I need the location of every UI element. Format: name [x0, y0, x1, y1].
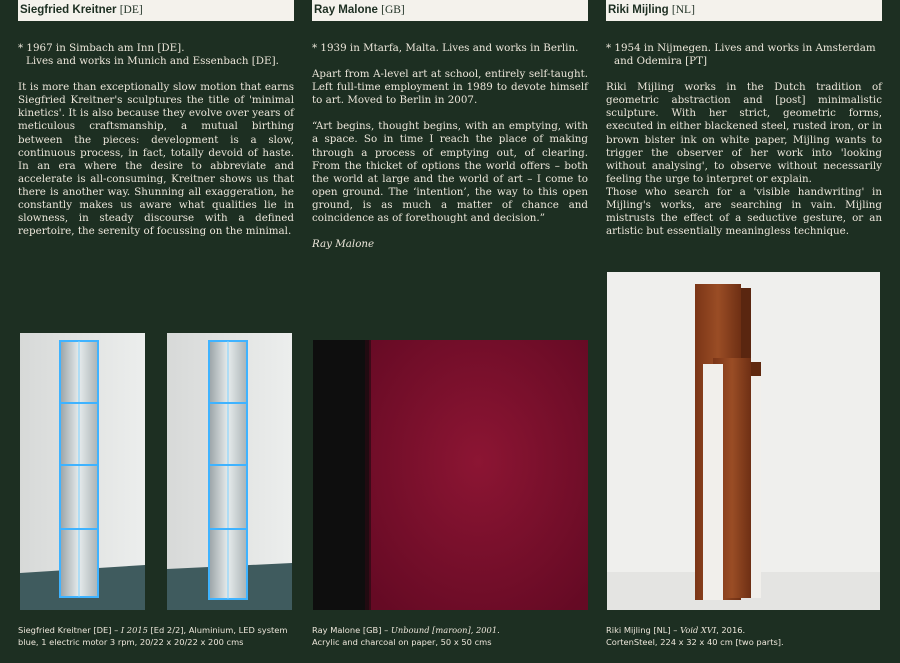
- bio-line: * 1967 in Simbach am Inn [DE].: [18, 42, 185, 54]
- bio-line: Lives and works in Munich and Essenbach [DE].: [26, 55, 279, 68]
- artist-country: [NL]: [671, 4, 695, 16]
- caption-prefix: Siegfried Kreitner [DE] –: [18, 625, 121, 635]
- artist-name: Ray Malone: [314, 4, 378, 16]
- artwork-photo-kreitner-2: [167, 333, 292, 610]
- artist-name: Siegfried Kreitner: [20, 4, 117, 16]
- caption-title: I 2015: [120, 625, 148, 635]
- artist-text-mijling: [606, 42, 882, 251]
- caption-mijling: [606, 624, 896, 648]
- artist-para: Apart from A-level art at school, entirely self-taught. Left full-time employment in 1989 to devote himself to art. Moved to Berlin in 2007.: [312, 68, 588, 107]
- caption-prefix: Ray Malone [GB] –: [312, 625, 391, 635]
- artist-para: Those who search for a 'visible handwriting' in Mijling's works, are searching in vain. Mijling mistrusts the effect of a seductive gesture, or an artistic but essentially meaningless technique.: [606, 185, 882, 238]
- artist-quote: “Art begins, thought begins, with an emptying, with a space. So in time I reach the place of making through a process of emptying out, of clearing. From the thicket of options the world offers – both the world at large and the world of art – I come to open ground. The ‘intention’, the way to this open ground, is as much a matter of chance and coincidence as of forethought and decision.”: [312, 120, 588, 225]
- caption-rest: , 2016.: [716, 625, 746, 635]
- artwork-photo-mijling: [607, 272, 880, 610]
- artist-header-kreitner: [18, 0, 294, 21]
- artist-bio: * 1939 in Mtarfa, Malta. Lives and works in Berlin.: [312, 42, 579, 54]
- column-mijling: [606, 0, 882, 238]
- artist-text-malone: [312, 42, 588, 264]
- artist-body: It is more than exceptionally slow motion that earns Siegfried Kreitner's sculptures the title of 'minimal kinetics'. It is also because they evolve over years of meticulous craftsmanship, a mutual birthing between the pieces: development is a slow, continuous process, in fact, totally devoid of haste. In an era where the desire to abbreviate and accelerate is all-consuming, Kreitner shows us that there is another way. Shunning all exaggeration, he constantly makes us aware what qualities lie in slowness, in steady discourse with a defined repertoire, the serenity of focussing on the minimal.: [18, 81, 294, 238]
- artist-para: Riki Mijling works in the Dutch tradition of geometric abstraction and [post] minimalistic sculpture. With her strict, geometric forms, executed in either blackened steel, rusted iron, or in brown bister ink on white paper, Mijling wants to trigger the observer of her work into 'looking without analysing', to observe without necessarily feeling the urge to interpret or explain.: [606, 81, 882, 185]
- artist-name: Riki Mijling: [608, 4, 669, 16]
- caption-line2: CortenSteel, 224 x 32 x 40 cm [two parts].: [606, 637, 784, 647]
- caption-title: Unbound [maroon], 2001.: [390, 625, 500, 635]
- artist-signature: Ray Malone: [312, 238, 375, 251]
- artwork-photo-kreitner-1: [20, 333, 145, 610]
- bio-line: and Odemira [PT]: [614, 55, 707, 68]
- caption-malone: [312, 624, 602, 648]
- caption-line2: Acrylic and charcoal on paper, 50 x 50 cms: [312, 637, 492, 647]
- bio-line: * 1954 in Nijmegen. Lives and works in Amsterdam: [606, 42, 876, 54]
- caption-prefix: Riki Mijling [NL] –: [606, 625, 681, 635]
- artwork-photo-malone: [313, 340, 588, 610]
- artist-header-malone: [312, 0, 588, 21]
- artist-bio: [18, 42, 294, 68]
- artist-header-mijling: [606, 0, 882, 21]
- caption-kreitner: [18, 624, 308, 648]
- artist-bio: [606, 42, 882, 68]
- column-malone: [312, 0, 588, 251]
- artist-country: [DE]: [119, 4, 143, 16]
- column-kreitner: [18, 0, 294, 238]
- caption-rest: [Ed 2/2], Aluminium, LED system blue, 1 electric motor 3 rpm, 20/22 x 20/22 x 200 cms: [18, 625, 288, 647]
- artist-text-kreitner: [18, 42, 294, 251]
- caption-title: Void XVI: [680, 625, 717, 635]
- artist-country: [GB]: [381, 4, 405, 16]
